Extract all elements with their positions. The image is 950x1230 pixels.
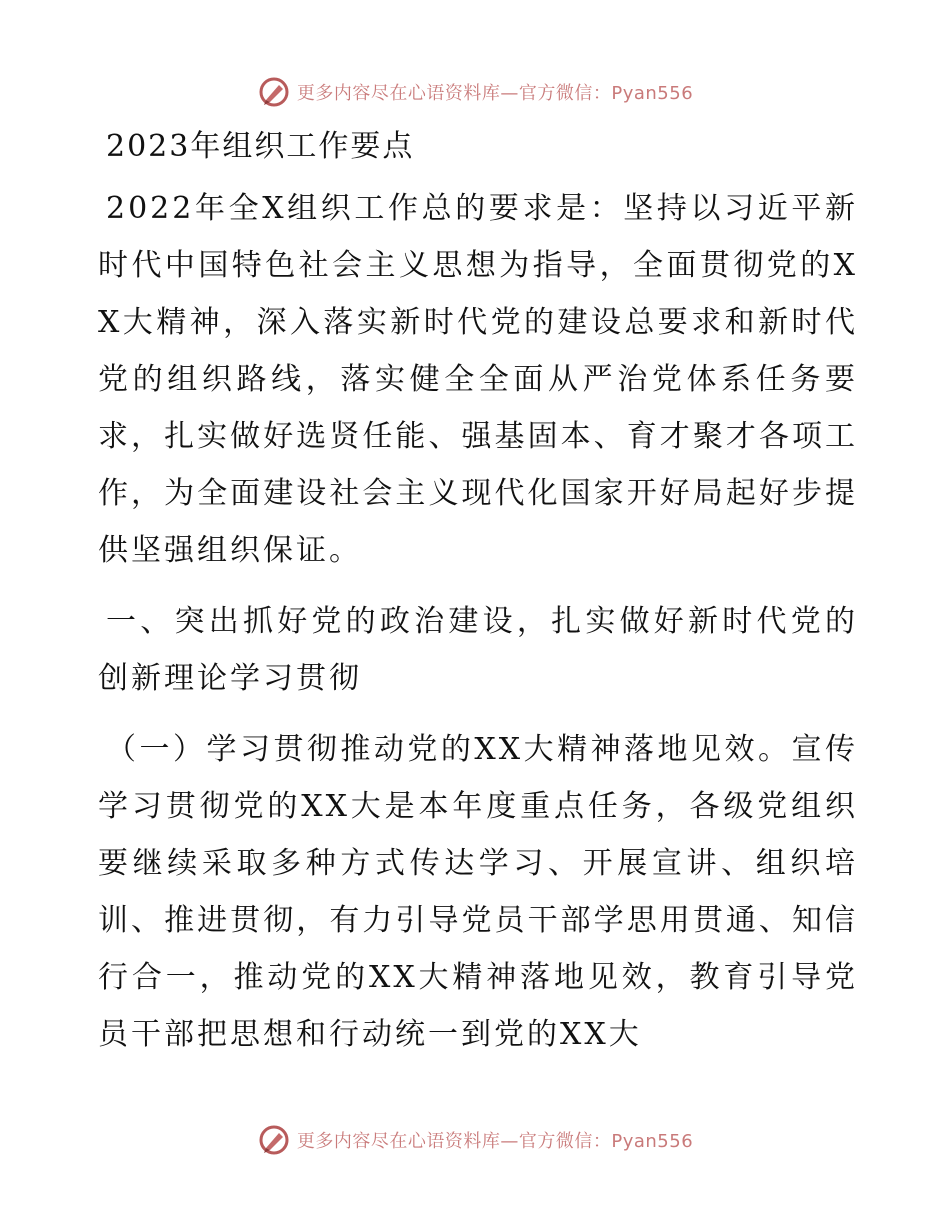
document-title: 2023年组织工作要点: [106, 129, 415, 164]
watermark-footer: [0, 1120, 950, 1160]
paragraph-overview: 2022年全X组织工作总的要求是：坚持以习近平新时代中国特色社会主义思想为指导，全面贯彻党的XX大精神，深入落实新时代党的建设总要求和新时代党的组织路线，落实健全全面从严治党体系任务要求，扎实做好选贤任能、强基固本、育才聚才各项工作，为全面建设社会主义现代化国家开好局起好步提供坚强组织保证。: [98, 191, 858, 568]
paragraph-1-1: （一）学习贯彻推动党的XX大精神落地见效。宣传学习贯彻党的XX大是本年度重点任务，各级党组织要继续采取多种方式传达学习、开展宣讲、组织培训、推进贯彻，有力引导党员干部学思用贯通、知信行合一，推动党的XX大精神落地见效，教育引导党员干部把思想和行动统一到党的XX大: [98, 732, 858, 1052]
watermark-text: 更多内容尽在心语资料库—官方微信：Pyan556: [296, 1131, 694, 1152]
watermark-header: [0, 72, 950, 112]
document-body: [98, 122, 858, 1077]
watermark-text: 更多内容尽在心语资料库—官方微信：Pyan556: [296, 83, 694, 104]
section-heading-1: 一、突出抓好党的政治建设，扎实做好新时代党的创新理论学习贯彻: [98, 604, 858, 696]
pen-logo-icon: [257, 1123, 291, 1157]
pen-logo-icon: [257, 75, 291, 109]
